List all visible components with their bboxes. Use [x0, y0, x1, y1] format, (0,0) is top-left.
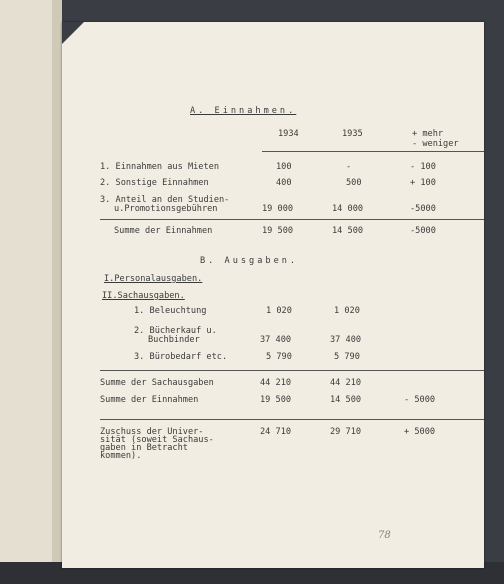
col-diff-header-2: - weniger	[412, 139, 459, 149]
a-total-diff: -5000	[410, 226, 436, 236]
b-sub-personal: I.Personalausgaben.	[104, 274, 203, 284]
b-row-1-1934: 1 020	[266, 306, 292, 316]
b-row-1-label: 1. Beleuchtung	[134, 306, 207, 316]
b-row-2-1934: 37 400	[260, 335, 292, 345]
b-row-3-1935: 5 790	[334, 352, 360, 362]
b-sum-sach-1935: 44 210	[330, 378, 362, 388]
a-row-2-1934: 400	[276, 178, 292, 188]
folded-corner	[62, 22, 84, 44]
col-diff-header-1: + mehr	[412, 129, 444, 139]
b-sum-ein-1935: 14 500	[330, 395, 362, 405]
b-zuschuss-line-3: gaben in Betracht	[100, 443, 188, 453]
a-total-label: Summe der Einnahmen	[114, 226, 213, 236]
a-row-1-label: 1. Einnahmen aus Mieten	[100, 162, 219, 172]
a-total-1934: 19 500	[262, 226, 294, 236]
a-row-3-diff: -5000	[410, 204, 436, 214]
b-zuschuss-diff: + 5000	[404, 427, 436, 437]
a-row-1-diff: - 100	[410, 162, 436, 172]
b-row-3-label: 3. Bürobedarf etc.	[134, 352, 228, 362]
b-sach-rule	[100, 370, 484, 371]
document-page	[62, 22, 484, 568]
a-row-2-label: 2. Sonstige Einnahmen	[100, 178, 209, 188]
b-zuschuss-1934: 24 710	[260, 427, 292, 437]
b-sum-sach-label: Summe der Sachausgaben	[100, 378, 214, 388]
a-row-3-label-cont: u.Promotionsgebühren	[114, 204, 218, 214]
b-zuschuss-line-2: sität (soweit Sachaus-	[100, 435, 214, 445]
a-row-3-1935: 14 000	[332, 204, 364, 214]
a-total-1935: 14 500	[332, 226, 364, 236]
b-sum-ein-label: Summe der Einnahmen	[100, 395, 199, 405]
b-zuschuss-rule	[100, 419, 484, 420]
b-row-2-1935: 37 400	[330, 335, 362, 345]
section-a-title: A. Einnahmen.	[190, 106, 297, 116]
sheet-edge	[52, 0, 62, 570]
b-sub-sach: II.Sachausgaben.	[102, 291, 185, 301]
col-1934-header: 1934	[278, 129, 299, 139]
a-row-3-label: 3. Anteil an den Studien-	[100, 195, 230, 205]
page-number-mark: 78	[378, 530, 391, 541]
header-rule	[262, 151, 484, 152]
a-row-2-diff: + 100	[410, 178, 436, 188]
b-zuschuss-1935: 29 710	[330, 427, 362, 437]
b-zuschuss-line-1: Zuschuss der Univer-	[100, 427, 204, 437]
b-row-2-label: 2. Bücherkauf u.	[134, 326, 217, 336]
b-sum-sach-1934: 44 210	[260, 378, 292, 388]
a-total-rule	[100, 219, 484, 220]
b-row-2-label-cont: Buchbinder	[148, 335, 200, 345]
b-zuschuss-line-4: kommen).	[100, 451, 142, 461]
col-1935-header: 1935	[342, 129, 363, 139]
b-sum-ein-diff: - 5000	[404, 395, 436, 405]
a-row-3-1934: 19 000	[262, 204, 294, 214]
section-b-title: B. Ausgaben.	[200, 256, 299, 266]
a-row-2-1935: 500	[346, 178, 362, 188]
b-sum-ein-1934: 19 500	[260, 395, 292, 405]
a-row-1-1934: 100	[276, 162, 292, 172]
b-row-3-1934: 5 790	[266, 352, 292, 362]
a-row-1-1935: -	[346, 162, 352, 172]
b-row-1-1935: 1 020	[334, 306, 360, 316]
